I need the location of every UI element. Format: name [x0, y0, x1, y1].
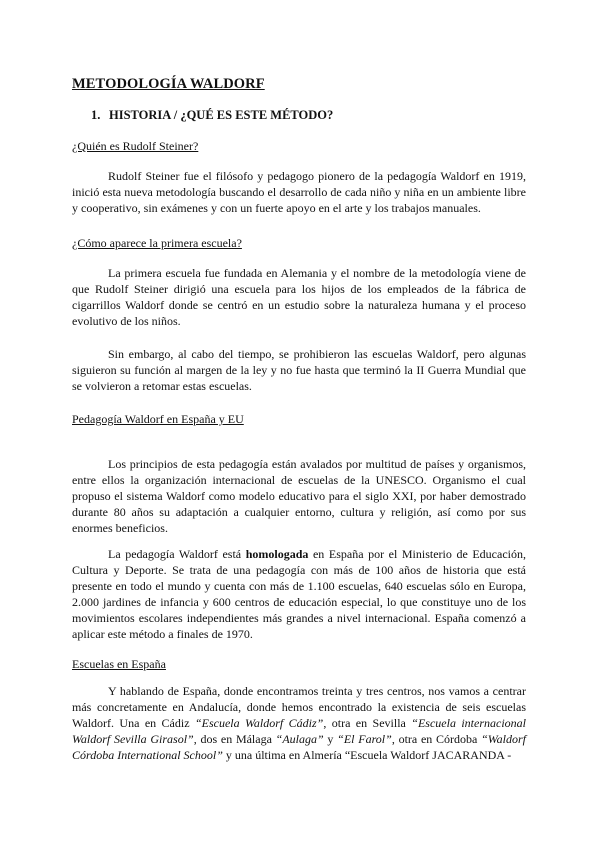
text-run: , otra en Córdoba: [391, 732, 482, 747]
emphasis-homologada: homologada: [245, 547, 309, 561]
document-title: METODOLOGÍA WALDORF: [72, 76, 265, 92]
paragraph-prohibicion: Sin embargo, al cabo del tiempo, se prohibieron las escuelas Waldorf, pero algunas siguieron su función al margen de la ley y no fue hasta que terminó la II Guerra Mundial que se volvieron a retomar estas escuelas.: [72, 347, 526, 394]
paragraph-unesco: Los principios de esta pedagogía están avalados por multitud de países y organismos, entre ellos la organización internacional de escuelas de la UNESCO. Organismo el cual propuso el sistema Waldorf como modelo educativo para el siglo XXI, por haber demostrado durante 80 años su adaptación a cualquier entorno, cultura y religión, así como por sus enormes beneficios.: [72, 457, 526, 536]
text-run: , dos en Málaga: [193, 732, 276, 747]
paragraph-escuelas: [72, 683, 526, 763]
text-run: y una última en Almería “Escuela Waldorf JACARANDA -: [222, 748, 512, 763]
text-run: Y hablando de España, donde encontramos treinta y tres centros, nos vamos a centrar más concretamente en Andalucía, donde hemos encontrado la existencia de seis escuelas Waldorf. Una en Cádiz: [72, 684, 526, 731]
paragraph-steiner: Rudolf Steiner fue el filósofo y pedagogo pionero de la pedagogía Waldorf en 1919, inició esta nueva metodología buscando el desarrollo de cada niño y niña en un ambiente libre y cooperativo, sin exámenes y con un fuerte apoyo en el arte y los trabajos manuales.: [72, 169, 526, 216]
school-name-farol: “El Farol”: [337, 732, 392, 747]
subheading-primera-escuela: ¿Cómo aparece la primera escuela?: [72, 236, 242, 250]
paragraph-homologada: [72, 546, 526, 643]
section-number: 1.: [91, 108, 101, 122]
section-heading: [91, 108, 333, 123]
text-run: en España por el Ministerio de Educación, Cultura y Deporte. Se trata de una pedagogía con más de 100 años de historia que está presente en todo el mundo y cuenta con más de 1.100 escuelas, 640 escuelas sólo en Europa, 2.000 jardines de infancia y 600 centros de educación especial, lo que constituye uno de los movimientos escolares independientes más grandes a nivel internacional. España comenzó a aplicar este método a finales de 1970.: [72, 547, 526, 642]
text-run: La pedagogía Waldorf está: [108, 547, 246, 561]
school-name-sevilla: “Escuela internacional Waldorf Sevilla Girasol”: [72, 716, 527, 747]
paragraph-primera-escuela: La primera escuela fue fundada en Alemania y el nombre de la metodología viene de que Rudolf Steiner dirigió una escuela para los hijos de los empleados de la fábrica de cigarrillos Waldorf donde se centró en un estudio sobre la naturaleza humana y el proceso evolutivo de los niños.: [72, 266, 526, 329]
subheading-steiner: ¿Quién es Rudolf Steiner?: [72, 139, 199, 153]
text-run: y: [323, 732, 338, 747]
section-title: HISTORIA / ¿QUÉ ES ESTE MÉTODO?: [109, 108, 334, 122]
school-name-cordoba: “Waldorf Córdoba International School”: [72, 732, 527, 763]
school-name-aulaga: “Aulaga”: [275, 732, 324, 747]
school-name-cadiz: “Escuela Waldorf Cádiz”: [194, 716, 324, 731]
subheading-espana-eu: Pedagogía Waldorf en España y EU: [72, 412, 244, 426]
subheading-escuelas-espana: Escuelas en España: [72, 657, 166, 671]
text-run: , otra en Sevilla: [323, 716, 412, 731]
